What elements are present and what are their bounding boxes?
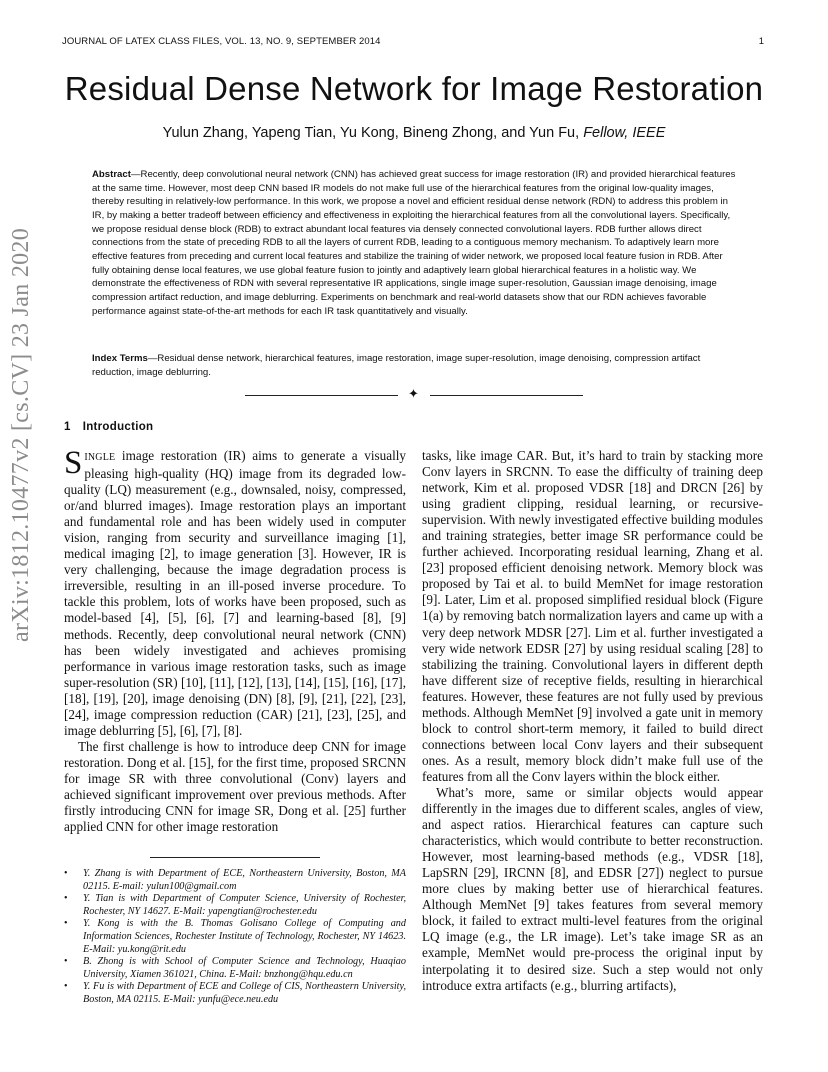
divider-right [430,395,583,396]
index-terms-label: Index Terms [92,353,148,364]
intro-paragraph-2: The first challenge is how to introduce deep CNN for image restoration. Dong et al. [15], for the first time, proposed SRCNN for image SR with three convolutional (Conv) layers and achieved significant improvement over previous methods. After firstly introducing CNN for image SR, Dong et al. [25] further applied CNN for other image restoration [64,738,406,835]
column-left [64,445,406,835]
footnote-item: • Y. Fu is with Department of ECE and College of CIS, Northeastern University, Boston, MA 02115. E-Mail: yunfu@ece.neu.edu [64,981,406,1006]
intro-paragraph-4: What’s more, same or similar objects would appear differently in the images due to different scales, angles of view, and aspect ratios. Hierarchical features can capture such characteristics, which would contribute to better reconstruction. However, most learning-based methods (e.g., VDSR [18], LapSRN [29], IRCNN [8], and EDSR [27]) neglect to pursue more clues by making better use of hierarchical features. Although MemNet [9] takes features from several memory block, it failed to extract multi-level features from the original LQ image (e.g., the LR image). Let’s take image SR as an example, MemNet would pre-process the original input by interpolating it to desired size. Such a step would not only introduce extra artifacts (e.g., blurring artifacts), [422,784,763,993]
index-terms [92,352,738,379]
lead-smallcaps: INGLE [84,452,116,463]
abstract-label: Abstract [92,169,131,180]
divider-left [245,395,398,396]
author-fellow: Fellow, IEEE [583,125,666,141]
footnote-rule [150,857,320,858]
paper-title: Residual Dense Network for Image Restoration [64,70,764,107]
footnote-item: • Y. Kong is with the B. Thomas Golisano College of Computing and Information Sciences, Rochester Institute of Technology, Rochester, NY 14623. E-Mail: yu.kong@rit.edu [64,918,406,956]
footnote-item: • Y. Tian is with Department of Computer Science, University of Rochester, Rochester, NY 14627. E-Mail: yapengtian@rochester.edu [64,893,406,918]
page-number: 1 [758,36,764,47]
affiliation-footnotes [64,868,406,1007]
running-header: JOURNAL OF LATEX CLASS FILES, VOL. 13, NO. 9, SEPTEMBER 2014 [62,36,381,47]
footnote-item: • Y. Zhang is with Department of ECE, Northeastern University, Boston, MA 02115. E-mail: yulun100@gmail.com [64,868,406,893]
section-title: Introduction [82,421,154,433]
dropcap: S [64,445,83,481]
index-terms-text: —Residual dense network, hierarchical features, image restoration, image super-resolution, image denoising, compression artifact reduction, image deblurring. [92,353,701,378]
abstract [92,168,738,318]
author-names: Yulun Zhang, Yapeng Tian, Yu Kong, Bineng Zhong, and Yun Fu, [162,125,580,141]
divider-diamond-icon: ✦ [408,386,419,401]
intro-paragraph-3: tasks, like image CAR. But, it’s hard to train by stacking more Conv layers in SRCNN. To ease the difficulty of training deep network, Kim et al. proposed VDSR [18] and DRCN [26] by using gradient clipping, residual learning, or recursive-supervision. With newly investigated effective building modules and training strategies, better image SR performance could be further achieved. Incorporating residual learning, Zhang et al. [23] proposed efficient denoising network. Memory block was proposed by Tai et al. to build MemNet for image restoration [9]. Later, Lim et al. proposed simplified residual block (Figure 1(a) by removing batch normalization layers and came up with a very deep network MDSR [27]. Lim et al. further investigated a very wide network EDSR [27] by using residual scaling [28] to stabilizing the training. Convolutional layers in different depth have different size of receptive fields, resulting in hierarchical features. However, these features are not fully used by previous methods. Although MemNet [9] involved a gate unit in memory block to control short-term memory, it failed to build direct connections between local Conv layers and their subsequent ones. As a result, memory block didn’t make full use of the features from all the Conv layers within the block either. [422,448,763,784]
author-list [0,125,828,141]
section-heading [64,421,153,433]
column-right [422,448,763,994]
arxiv-stamp: arXiv:1812.10477v2 [cs.CV] 23 Jan 2020 [8,227,34,642]
intro-p1-text: image restoration (IR) aims to generate a visually pleasing high-quality (HQ) image from its degraded low-quality (LQ) measurement (e.g., downsaled, noisy, compressed, or/and blurred images). Image restoration plays an important and fundamental role and has been widely used in computer vision, ranging from security and surveillance imaging [1], medical imaging [2], to image generation [3]. However, IR is very challenging, because the image degradation process is irreversible, resulting in an ill-posed inverse procedure. To tackle this problem, lots of works have been proposed, such as model-based [4], [5], [6], [7] and learning-based [8], [9] methods. Recently, deep convolutional neural network (CNN) has been widely investigated and achieves promising performance in various image restoration tasks, such as image super-resolution (SR) [10], [11], [12], [13], [14], [15], [16], [17], [18], [19], [20], image denoising (DN) [8], [9], [21], [22], [23], [24], image compression reduction (CAR) [21], [23], [25], and image deblurring [5], [6], [7], [8]. [64,448,406,738]
section-number: 1 [64,421,71,433]
footnote-item: • B. Zhong is with School of Computer Science and Technology, Huaqiao University, Xiamen 361021, China. E-Mail: bnzhong@hqu.edu.cn [64,956,406,981]
abstract-text: —Recently, deep convolutional neural network (CNN) has achieved great success for image restoration (IR) and provided hierarchical features at the same time. However, most deep CNN based IR models do not make full use of the hierarchical features from the original low-quality images, thereby resulting in relatively-low performance. In this work, we propose a novel and efficient residual dense network (RDN) to address this problem in IR, by making a better tradeoff between efficiency and effectiveness in exploiting the hierarchical features from all the convolutional layers. Specifically, we propose residual dense block (RDB) to extract abundant local features via densely connected convolutional layers. RDB further allows direct connections from the state of preceding RDB to all the layers of current RDB, leading to a contiguous memory mechanism. To adaptively learn more effective features from preceding and current local features and stabilize the training of wider network, we proposed local feature fusion in RDB. After fully obtaining dense local features, we use global feature fusion to jointly and adaptively learn global hierarchical features in a holistic way. We demonstrate the effectiveness of RDN with several representative IR applications, single image super-resolution, Gaussian image denoising, image compression artifact reduction, and image deblurring. Experiments on benchmark and real-world datasets show that our RDN achieves favorable performance against state-of-the-art methods for each IR task quantitatively and visually. [92,169,736,317]
intro-paragraph-1 [64,445,406,739]
